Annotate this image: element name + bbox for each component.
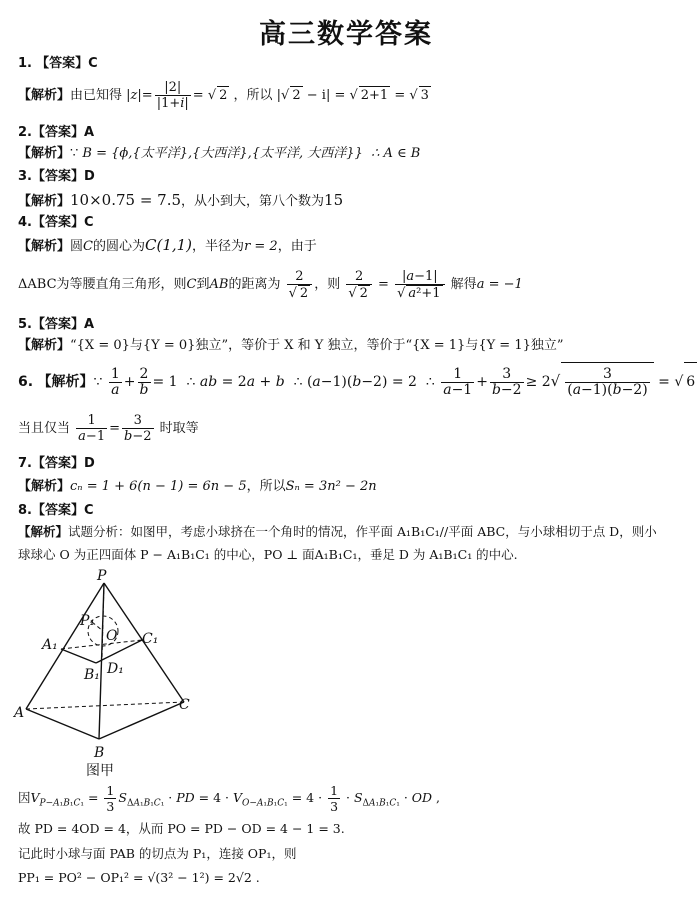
q8-line3a: 因 — [18, 790, 31, 805]
q8-answer: C — [84, 503, 94, 518]
analysis-label: 【解析】 — [18, 338, 71, 353]
analysis-label: 【解析】 — [18, 239, 71, 254]
q4-answer-line — [18, 214, 682, 232]
q7-sn: Sₙ = 3n² − 2n — [285, 479, 377, 494]
q1-analysis-line: 【解析】由已知得 |z|= $\frac{|2|}{|1+i|}$ = √ 2 ，所以 |√ 2 − i| = √ 2+1 = √ 3 — [18, 80, 429, 111]
q2-answer-line — [18, 124, 682, 142]
q6-line2b: 时取等 — [159, 421, 199, 436]
answer-label: 【答案】 — [31, 125, 84, 140]
analysis-label: 【解析】 — [18, 524, 69, 539]
analysis-label: 【解析】 — [18, 194, 71, 209]
q8-text-line1: 试题分析：如图甲，考虑小球挤在一个角时的情况，作平面 A₁B₁C₁//平面 ABC，与小球相切于点 D，则小 — [68, 524, 657, 539]
q2-conclusion: ∴ A ∈ B — [371, 146, 421, 161]
q3-analysis-line — [18, 191, 682, 211]
q8-line4: 故 PD = 4OD = 4，从而 PO = PD − OD = 4 − 1 = 3. — [18, 821, 345, 836]
page-title: 高三数学答案 — [259, 19, 433, 50]
q5-number: 5. — [18, 317, 32, 332]
q2-set: B = {ϕ,{太平洋},{大西洋},{太平洋, 大西洋}} — [82, 146, 363, 161]
label-O: O — [106, 628, 118, 644]
q8-line2: 球球心 O 为正四面体 P − A₁B₁C₁ 的中心，PO ⊥ 面A₁B₁C₁，垂足 D 为 A₁B₁C₁ 的中心. — [18, 547, 518, 562]
q5-analysis-line — [18, 337, 682, 355]
label-P1: P₁ — [80, 613, 96, 629]
q4-text7: 的距离为 — [228, 277, 281, 292]
q4-text8: ，则 — [314, 277, 341, 292]
q3-answer-line — [18, 168, 682, 186]
label-B: B — [94, 745, 105, 761]
q2-number: 2. — [18, 125, 32, 140]
q4-text9: 解得 — [450, 277, 477, 292]
analysis-label: 【解析】 — [18, 88, 71, 103]
q4-text5: ΔABC为等腰直角三角形，则 — [18, 277, 187, 292]
tetrahedron-figure — [14, 567, 214, 767]
q6-line2a: 当且仅当 — [18, 421, 71, 436]
q8-line5: 记此时小球与面 PAB 的切点为 P₁，连接 OP₁，则 — [18, 846, 297, 861]
q4-analysis-line2: ΔABC为等腰直角三角形，则C到AB的距离为 $\frac{2}{√ 2}$ ，则 $\frac{2}{√ 2}$ = $\frac{|a-1|}{\text{√ a²+1}}$ 解得a = −1 — [18, 268, 523, 301]
q1-number: 1. — [18, 56, 32, 71]
figure-caption: 图甲 — [86, 763, 114, 779]
q6-condition-line: 当且仅当 $\frac{1}{a-1}$ = $\frac{3}{b-2}$ 时取等 — [18, 413, 199, 444]
q5-text: “{X = 0}与{Y = 0}独立”，等价于 X 和 Y 独立，等价于“{X = 1}与{Y = 1}独立” — [70, 338, 564, 353]
q4-center: C(1,1) — [145, 236, 193, 254]
q1-text1: 由已知得 — [70, 88, 123, 103]
q8-line3: 因$V_{P-A_1B_1C_1}$ = $\frac{1}{3}$ $S_{\Delta A_1B_1C_1}$ · PD = $4 \cdot V_{O-A_1B_1C_1} = 4$ · $\frac{1}{3}$ · $S_{\Delta A_1B_1C_1}$ · OD , — [18, 783, 441, 814]
q3-expr: 10×0.75 = 7.5 — [70, 191, 182, 209]
q7-number: 7. — [18, 456, 32, 471]
q8-answer-line — [18, 502, 682, 520]
answer-label: 【答案】 — [31, 317, 84, 332]
analysis-label: 【解析】 — [37, 374, 94, 390]
q4-text6: 到 — [196, 277, 210, 292]
answer-label: 【答案】 — [31, 215, 84, 230]
answer-label: 【答案】 — [31, 169, 84, 184]
q1-answer-line — [18, 55, 682, 73]
label-C1: C₁ — [142, 631, 159, 647]
q2-analysis-line: 【解析】∵ B = {ϕ,{太平洋},{大西洋},{太平洋, 大西洋}} ∴ A ∈ B — [18, 146, 421, 161]
q1-answer: C — [88, 56, 98, 71]
q3-number: 3. — [18, 169, 32, 184]
label-D1: D₁ — [107, 661, 124, 677]
q5-answer: A — [84, 317, 95, 332]
q8-number: 8. — [18, 503, 32, 518]
q4-radius: r = 2 — [244, 239, 278, 254]
q6-analysis-line: 6. 【解析】∵ $\frac{1}{a}$ + $\frac{2}{b}$ = 1 ∴ ab = 2a + b ∴ (a−1)(b−2) = 2 ∴ $\frac{1}{a-1}$ + $\frac{3}{b-2}$ ≥ 2√ $\frac{3}{(a-1)(b-2)}$ = √ 6 — [18, 362, 682, 401]
q1-text2: ，所以 — [233, 88, 273, 103]
q4-text4: ，由于 — [277, 239, 317, 254]
answer-label: 【答案】 — [36, 56, 89, 71]
q8-line1 — [18, 523, 682, 541]
q7-expr: cₙ = 1 + 6(n − 1) = 6n − 5 — [70, 479, 247, 494]
q4-text3: ，半径为 — [192, 239, 245, 254]
label-C: C — [179, 697, 190, 713]
q7-analysis-line — [18, 478, 682, 496]
q7-text: ，所以 — [246, 479, 286, 494]
q4-analysis-line1: 【解析】圆C的圆心为C(1,1)，半径为r = 2，由于 — [18, 236, 317, 254]
q4-answer: C — [84, 215, 94, 230]
q4-number: 4. — [18, 215, 32, 230]
q6-number: 6. — [18, 374, 34, 390]
label-A: A — [14, 705, 25, 721]
label-B1: B₁ — [84, 667, 100, 683]
q3-value: 15 — [324, 191, 344, 209]
q7-answer-line — [18, 455, 682, 473]
q4-text2: 的圆心为 — [92, 239, 145, 254]
q3-answer: D — [84, 169, 95, 184]
analysis-label: 【解析】 — [18, 479, 71, 494]
answer-label: 【答案】 — [31, 456, 84, 471]
q3-text: ，从小到大，第八个数为 — [181, 194, 325, 209]
q2-answer: A — [84, 125, 95, 140]
q4-result: a = −1 — [476, 277, 523, 292]
label-P: P — [97, 568, 107, 584]
q4-text1: 圆 — [70, 239, 84, 254]
q7-answer: D — [84, 456, 95, 471]
answer-label: 【答案】 — [31, 503, 84, 518]
label-A1: A₁ — [42, 637, 58, 653]
analysis-label: 【解析】 — [18, 146, 71, 161]
q8-line6: PP₁ = PO² − OP₁² = √(3² − 1²) = 2√2 . — [18, 870, 260, 885]
q5-answer-line — [18, 316, 682, 334]
